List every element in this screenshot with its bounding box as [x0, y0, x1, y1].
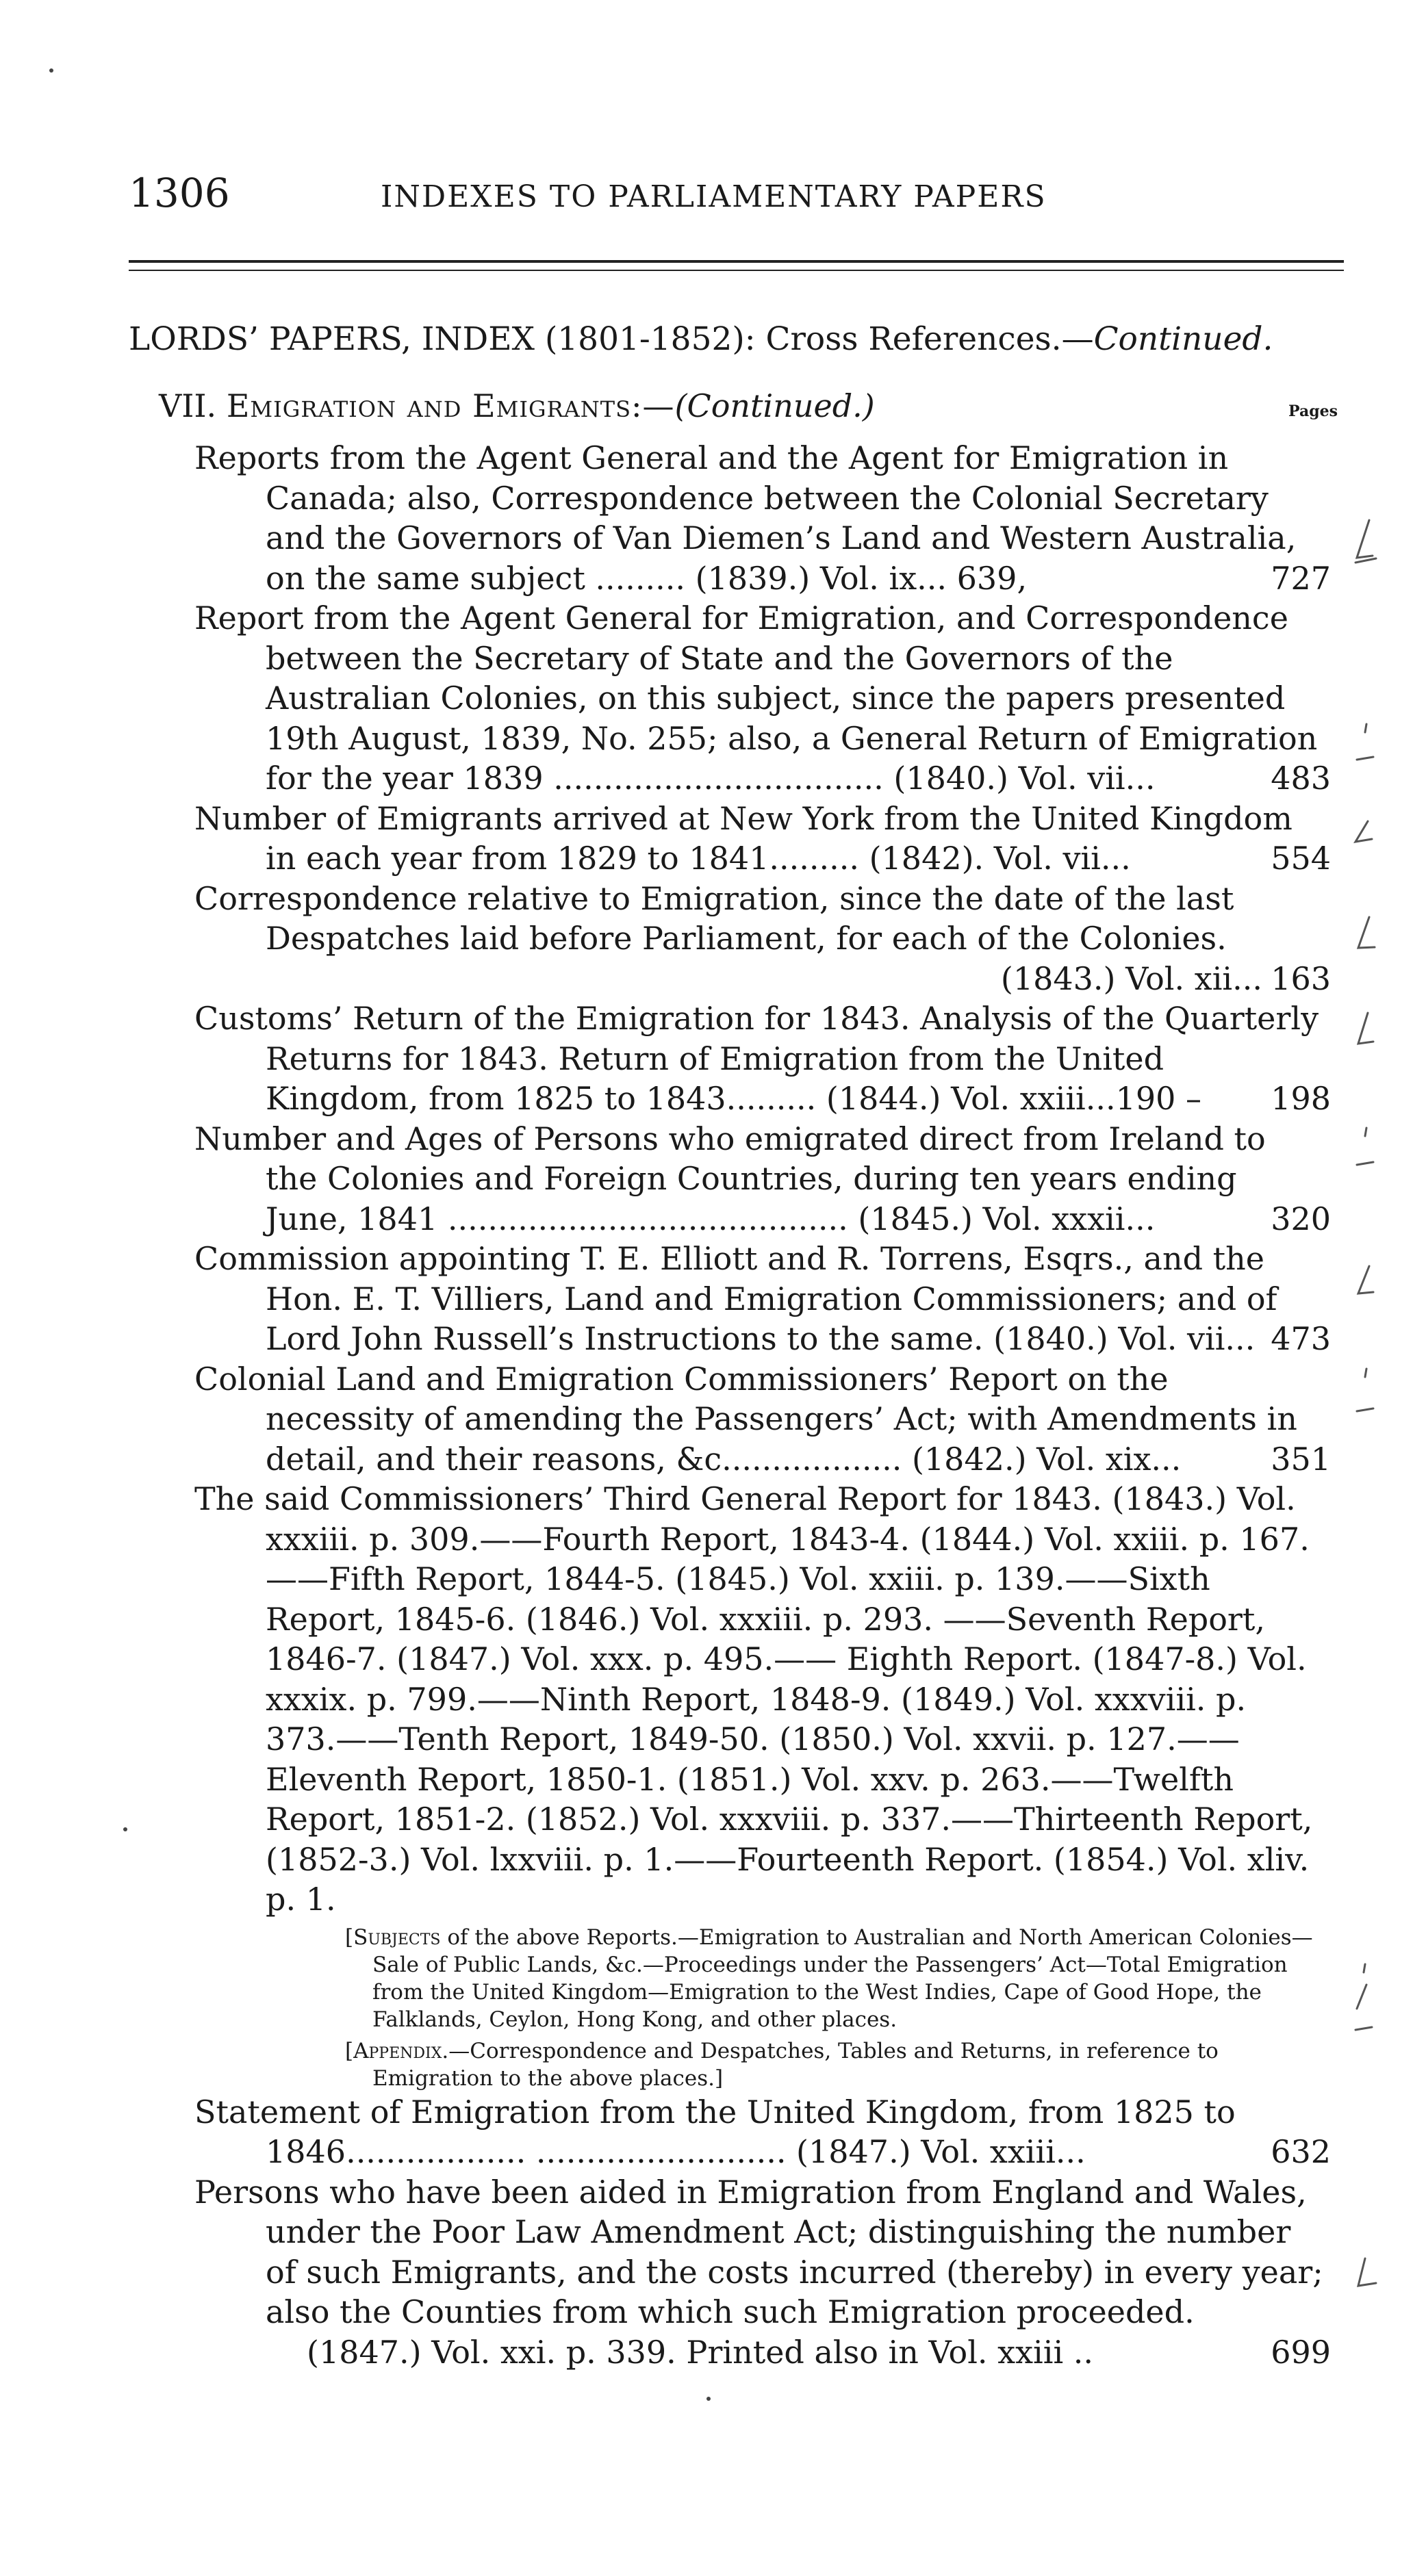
page-ref: 554 [1271, 840, 1331, 877]
pencil-mark [1358, 917, 1375, 948]
list-item: Customs’ Return of the Emigration for 1843. Analysis of the Quarterly Returns for 1843. Return of Emigration from the United Kingdom, from 1825 to 1843......... (1844.) Vol. xxiii...190 – 198 [194, 999, 1324, 1119]
list-item: Persons who have been aided in Emigration from England and Wales, under the Poor Law Amendment Act; distinguishing the number of such Emigrants, and the costs incurred (thereby) in every year; also the Counties from which such Emigration proceeded. (1847.) Vol. xxi. p. 339. Printed also in Vol. xxiii .. 699 [194, 2172, 1324, 2373]
pencil-mark [1357, 1408, 1373, 1411]
list-item: Report from the Agent General for Emigration, and Correspondence between the Secretary of State and the Governors of the Australian Colonies, on this subject, since the papers presented 19th August, 1839, No. 255; also, a General Return of Emigration for the year 1839 ................................. (1840.) Vol. vii... 483 [194, 598, 1324, 799]
section-heading [159, 387, 875, 424]
header-rule-thin [129, 270, 1344, 271]
pencil-mark [1355, 558, 1376, 563]
pencil-mark [1357, 520, 1373, 558]
volume-ref: (1847.) Vol. xxi. p. 339. Printed also in Vol. xxiii .. [307, 2333, 1094, 2371]
stray-dot [123, 1827, 127, 1831]
pencil-mark [1358, 1266, 1373, 1293]
section-numeral: VII. [159, 387, 217, 424]
list-item: Reports from the Agent General and the Agent for Emigration in Canada; also, Correspondence between the Colonial Secretary and the Governors of Van Diemen’s Land and Western Australia, on the same subject ......... (1839.) Vol. ix... 639, 727 [194, 438, 1324, 598]
header-rule-thick [129, 260, 1344, 263]
page-ref: 483 [1271, 760, 1331, 797]
list-item: Correspondence relative to Emigration, since the date of the last Despatches laid before Parliament, for each of the Colonies. (1843.) Vol. xii... 163 [194, 879, 1324, 999]
page-ref: 198 [1271, 1080, 1331, 1117]
list-item: Colonial Land and Emigration Commissioners’ Report on the necessity of amending the Passengers’ Act; with Amendments in detail, and their reasons, &c.................. (1842.) Vol. xix... 351 [194, 1359, 1324, 1480]
pencil-mark [1358, 2258, 1376, 2286]
pencil-mark [1365, 1369, 1366, 1377]
index-header-continued: Continued. [1093, 320, 1273, 358]
list-item: Statement of Emigration from the United Kingdom, from 1825 to 1846.................. ......................... (1847.) Vol. xxiii... 632 [194, 2092, 1324, 2172]
pencil-mark [1357, 1985, 1366, 2009]
stray-dot [706, 2397, 711, 2401]
page-ref: 699 [1271, 2333, 1331, 2371]
page-number: 1306 [129, 170, 230, 216]
pencil-mark [1365, 1128, 1366, 1136]
page-ref: 727 [1271, 559, 1331, 597]
entry-list [194, 438, 1331, 2372]
pages-column-label: Pages [1288, 402, 1338, 420]
page-ref: 632 [1271, 2133, 1331, 2170]
page-ref: 351 [1271, 1440, 1331, 1478]
list-item: Commission appointing T. E. Elliott and R. Torrens, Esqrs., and the Hon. E. T. Villiers, Land and Emigration Commissioners; and of Lord John Russell’s Instructions to the same. (1840.) Vol. vii... 473 [194, 1239, 1324, 1359]
page-ref: 473 [1271, 1320, 1331, 1357]
list-item: The said Commissioners’ Third General Report for 1843. (1843.) Vol. xxxiii. p. 309.——Fourth Report, 1843-4. (1844.) Vol. xxiii. p. 167.——Fifth Report, 1844-5. (1845.) Vol. xxiii. p. 139.——Sixth Report, 1845-6. (1846.) Vol. xxxiii. p. 293. ——Seventh Report, 1846-7. (1847.) Vol. xxx. p. 495.—— Eighth Report. (1847-8.) Vol. xxxix. p. 799.——Ninth Report, 1848-9. (1849.) Vol. xxxviii. p. 373.——Tenth Report, 1849-50. (1850.) Vol. xxvii. p. 127.——Eleventh Report, 1850-1. (1851.) Vol. xxv. p. 263.——Twelfth Report, 1851-2. (1852.) Vol. xxxviii. p. 337.——Thirteenth Report, (1852-3.) Vol. lxxviii. p. 1.——Fourteenth Report. (1854.) Vol. xliv. p. 1. [194, 1480, 1313, 1918]
page-ref: 320 [1271, 1200, 1331, 1237]
list-item: Number of Emigrants arrived at New York from the United Kingdom in each year from 1829 to 1841......... (1842). Vol. vii... 554 [194, 799, 1324, 879]
list-item: Number and Ages of Persons who emigrated direct from Ireland to the Colonies and Foreign Countries, during ten years ending June, 1841 ........................................ (1845.) Vol. xxxii... 320 [194, 1119, 1324, 1239]
pencil-mark [1355, 2027, 1372, 2030]
page-ref: 163 [1271, 959, 1331, 997]
pencil-mark [1355, 821, 1372, 842]
index-header [129, 320, 1273, 358]
stray-dot [49, 68, 53, 73]
index-header-main: LORDS’ PAPERS, INDEX (1801-1852): Cross References.— [129, 320, 1094, 358]
appendix-note: [Appendix.—Correspondence and Despatches, Tables and Returns, in reference to Emigration to the above places.] [345, 2038, 1219, 2091]
section-continued: (Continued.) [674, 387, 875, 424]
pencil-mark [1357, 1162, 1373, 1165]
pencil-mark [1358, 1013, 1373, 1044]
subjects-note: [Subjects of the above Reports.—Emigration to Australian and North American Colonies—Sale of Public Lands, &c.—Proceedings under the Passengers’ Act—Total Emigration from the United Kingdom—Emigration to the West Indies, Cape of Good Hope, the Falklands, Ceylon, Hong Kong, and other places. [345, 1924, 1313, 2032]
pencil-mark [1365, 724, 1366, 732]
pencil-mark [1364, 1964, 1365, 1972]
section-title: Emigration and Emigrants:— [226, 387, 675, 424]
running-head: INDEXES TO PARLIAMENTARY PAPERS [381, 179, 1047, 214]
volume-ref: (1843.) Vol. xii... [1000, 959, 1262, 997]
pencil-mark [1357, 757, 1373, 760]
